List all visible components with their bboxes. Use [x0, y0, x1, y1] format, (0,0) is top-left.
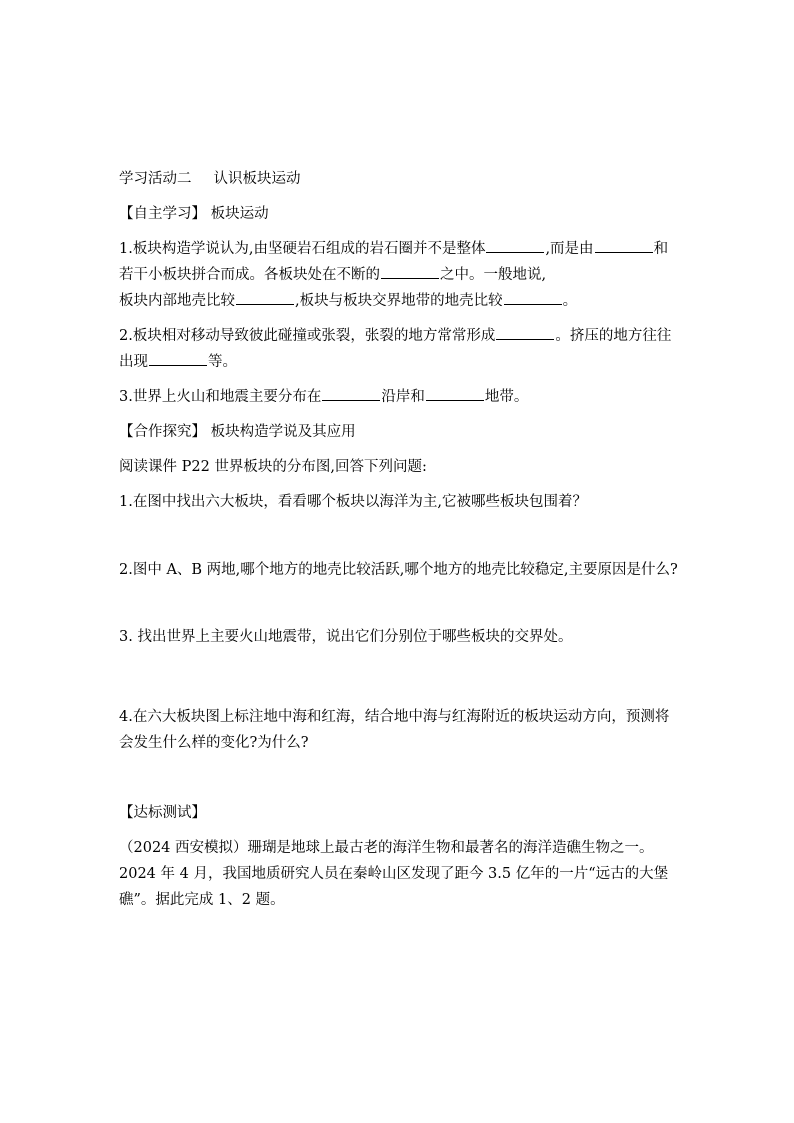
self-study-question-3 [119, 384, 679, 410]
coop-question-3: 3. 找出世界上主要火山地震带，说出它们分别位于哪些板块的交界处。 [119, 629, 573, 645]
section-heading [119, 166, 679, 192]
coop-header: 【合作探究】 [119, 424, 206, 440]
q3-text-3: 地带。 [484, 389, 529, 405]
q2-text-3: 等。 [208, 354, 237, 370]
answer-blank[interactable] [322, 385, 380, 401]
answer-blank[interactable] [381, 263, 439, 279]
self-study-topic: 板块运动 [210, 206, 269, 222]
test-header: 【达标测试】 [119, 805, 206, 821]
q2-text-2: 。挤压的地方往往出现 [119, 328, 672, 370]
coop-question-2: 2.图中 A、B 两地,哪个地方的地壳比较活跃,哪个地方的地壳比较稳定,主要原因是什么? [119, 562, 678, 578]
self-study-header: 【自主学习】 [119, 206, 206, 222]
coop-heading [119, 419, 679, 445]
q2-text-1: 2.板块相对移动导致彼此碰撞或张裂，张裂的地方常常形成 [119, 328, 496, 344]
answer-blank[interactable] [236, 289, 294, 305]
answer-blank[interactable] [496, 324, 554, 340]
q1-text-4: 之中。一般地说, [440, 267, 547, 283]
coop-topic: 板块构造学说及其应用 [210, 424, 356, 440]
q3-text-2: 沿岸和 [381, 389, 425, 405]
test-passage: （2024 西安模拟）珊瑚是地球上最古老的海洋生物和最著名的海洋造礁生物之一。2024 年 4 月，我国地质研究人员在秦岭山区发现了距今 3.5 亿年的一片“远古的大堡礁”。据此完成 1、2 题。 [119, 840, 669, 908]
self-study-question-2 [119, 323, 679, 375]
q1-text-7: 。 [562, 293, 578, 309]
self-study-question-1 [119, 236, 679, 314]
answer-blank[interactable] [149, 350, 207, 366]
answer-blank[interactable] [595, 237, 653, 253]
q1-text-2: ,而是由 [545, 241, 594, 257]
section-title: 学习活动二 [119, 171, 192, 187]
q1-text-3: 和若干小板块拼合而成。各板块处在不断的 [119, 241, 669, 283]
q3-text-1: 3.世界上火山和地震主要分布在 [119, 389, 322, 405]
q1-text-5: 板块内部地壳比较 [119, 293, 235, 309]
answer-blank[interactable] [486, 237, 544, 253]
q1-text-6: ,板块与板块交界地带的地壳比较 [295, 293, 503, 309]
answer-blank[interactable] [426, 385, 484, 401]
answer-blank[interactable] [504, 289, 562, 305]
coop-question-4: 4.在六大板块图上标注地中海和红海，结合地中海与红海附近的板块运动方向，预测将会发生什么样的变化?为什么? [119, 709, 670, 751]
self-study-heading [119, 201, 679, 227]
coop-question-1: 1.在图中找出六大板块，看看哪个板块以海洋为主,它被哪些板块包围着？ [119, 494, 587, 510]
coop-intro: 阅读课件 P22 世界板块的分布图,回答下列问题: [119, 459, 427, 475]
document-content [119, 166, 679, 913]
q1-text-1: 1.板块构造学说认为,由坚硬岩石组成的岩石圈并不是整体 [119, 241, 486, 257]
section-subtitle: 认识板块运动 [213, 171, 301, 187]
